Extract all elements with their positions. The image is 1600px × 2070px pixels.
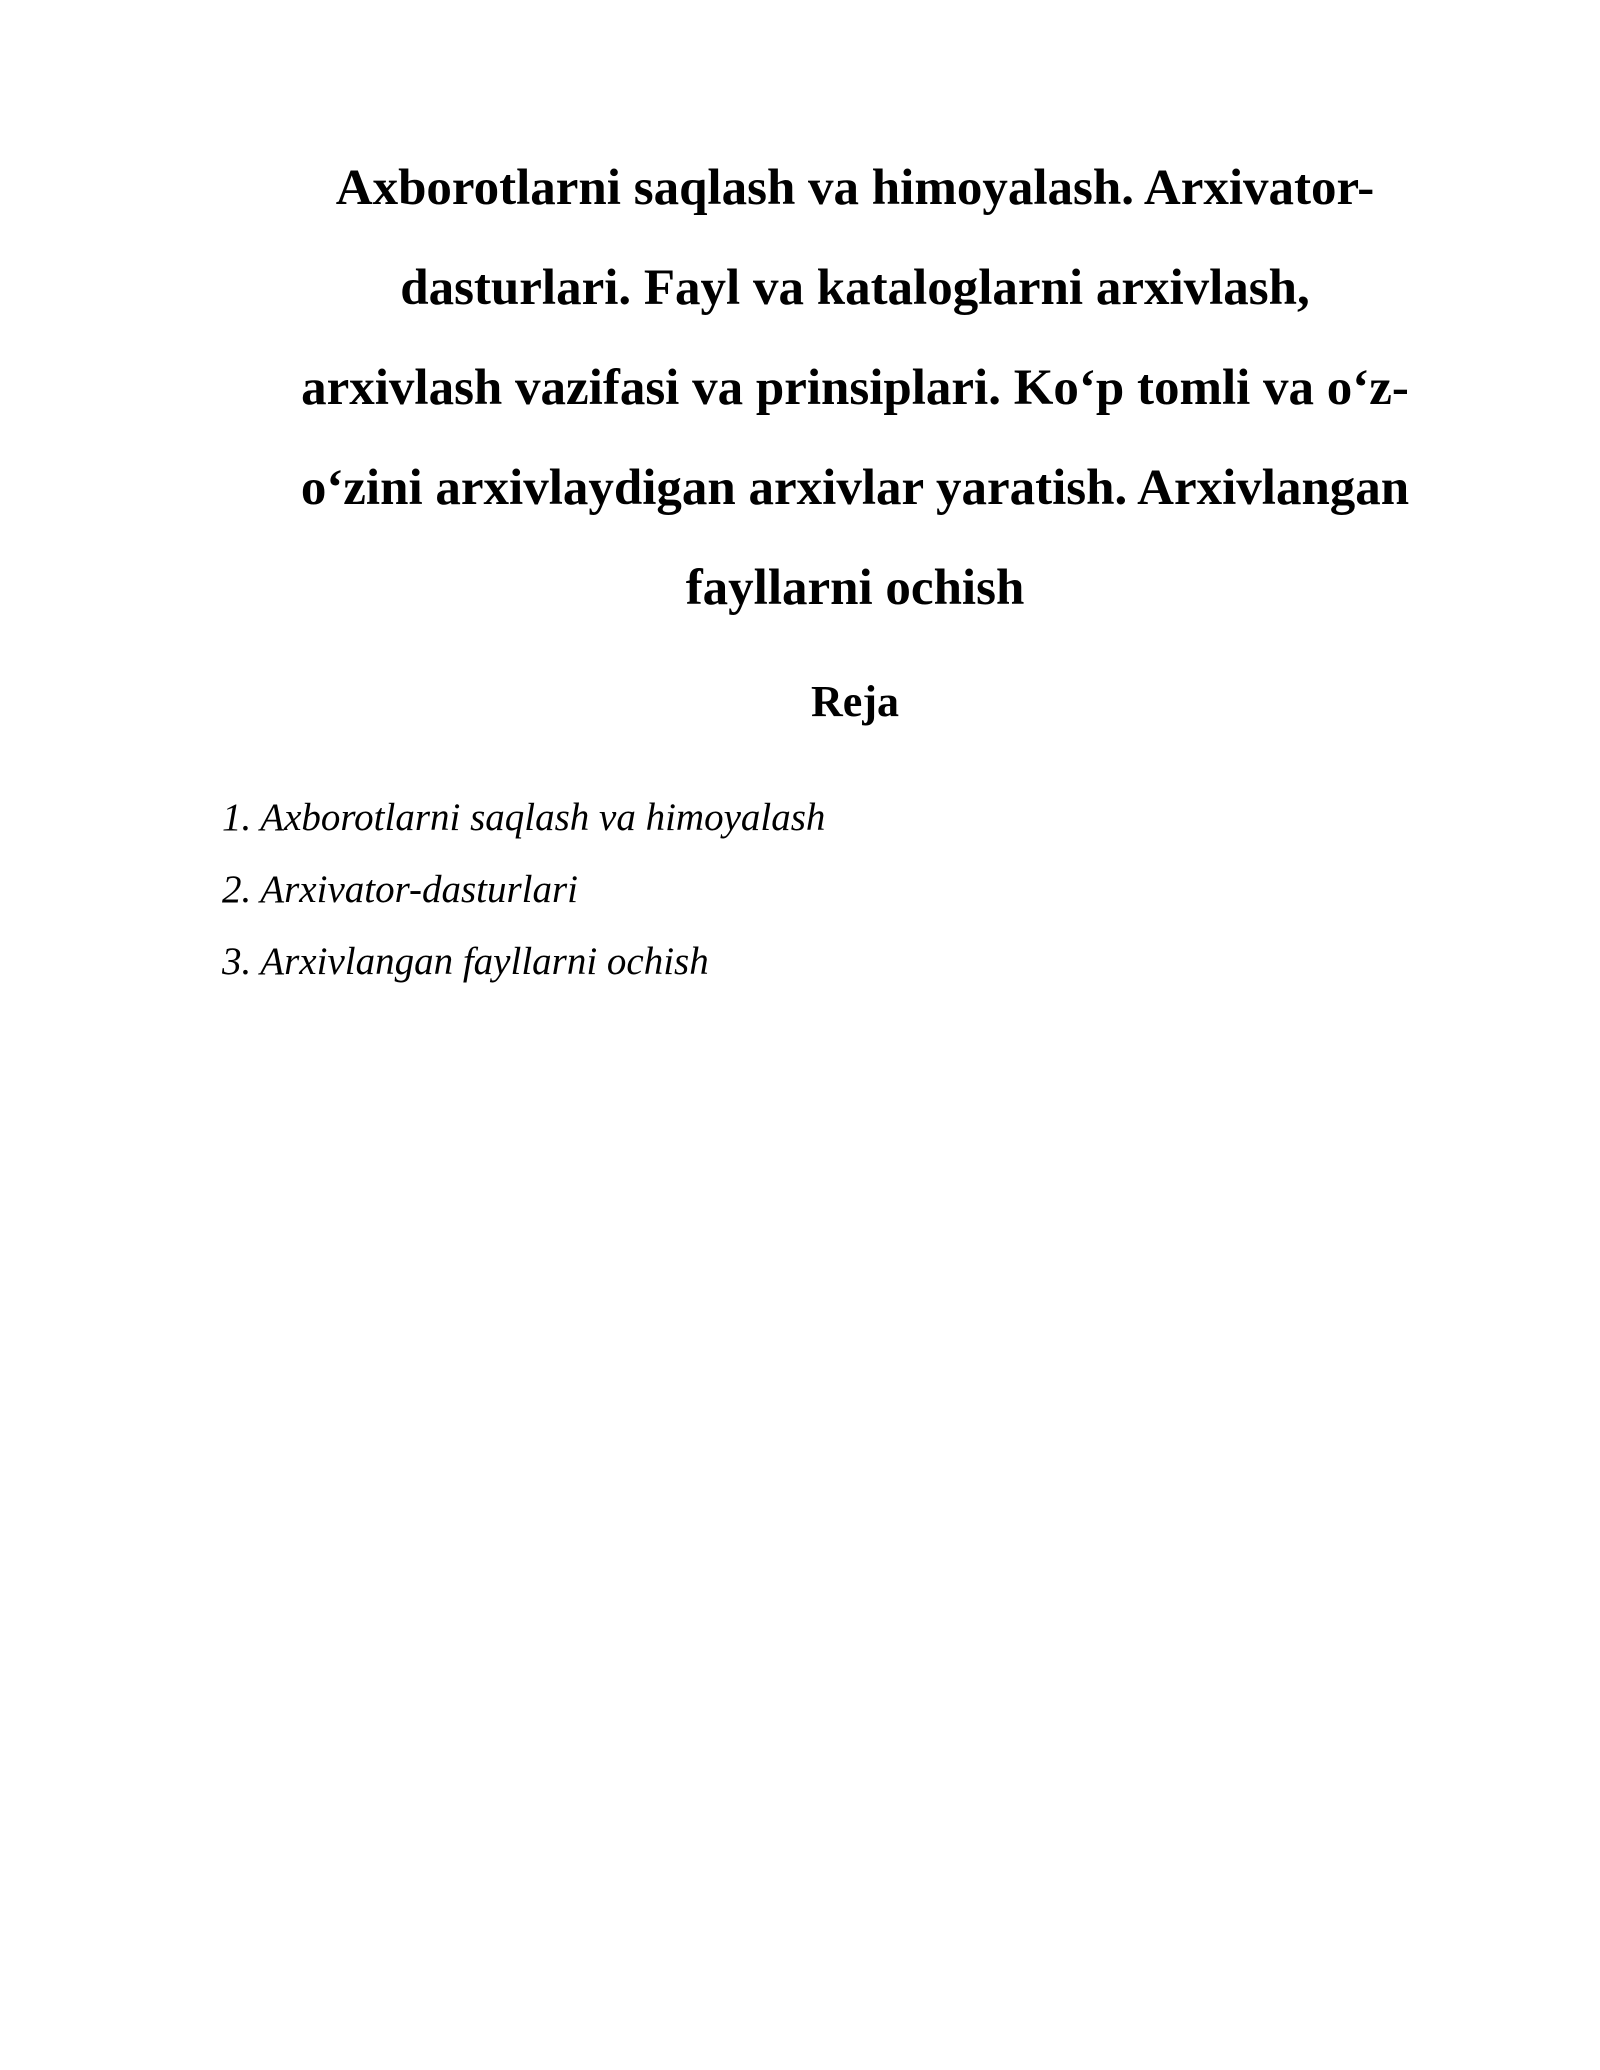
title-line: dasturlari. Fayl va kataloglarni arxivlash, <box>400 260 1310 316</box>
plan-item: 3. Arxivlangan fayllarni ochish <box>222 940 709 983</box>
plan-list <box>222 782 825 998</box>
plan-item: 2. Arxivator-dasturlari <box>222 868 579 911</box>
title-line: arxivlash vazifasi va prinsiplari. Ko‘p tomli va o‘z- <box>301 360 1409 416</box>
document-title <box>220 138 1490 638</box>
title-line: o‘zini arxivlaydigan arxivlar yaratish. Arxivlangan <box>300 460 1410 516</box>
plan-item: 1. Axborotlarni saqlash va himoyalash <box>222 796 826 839</box>
title-line: Axborotlarni saqlash va himoyalash. Arxivator- <box>335 160 1375 216</box>
title-line: fayllarni ochish <box>685 560 1025 616</box>
plan-heading: Reja <box>811 677 899 726</box>
